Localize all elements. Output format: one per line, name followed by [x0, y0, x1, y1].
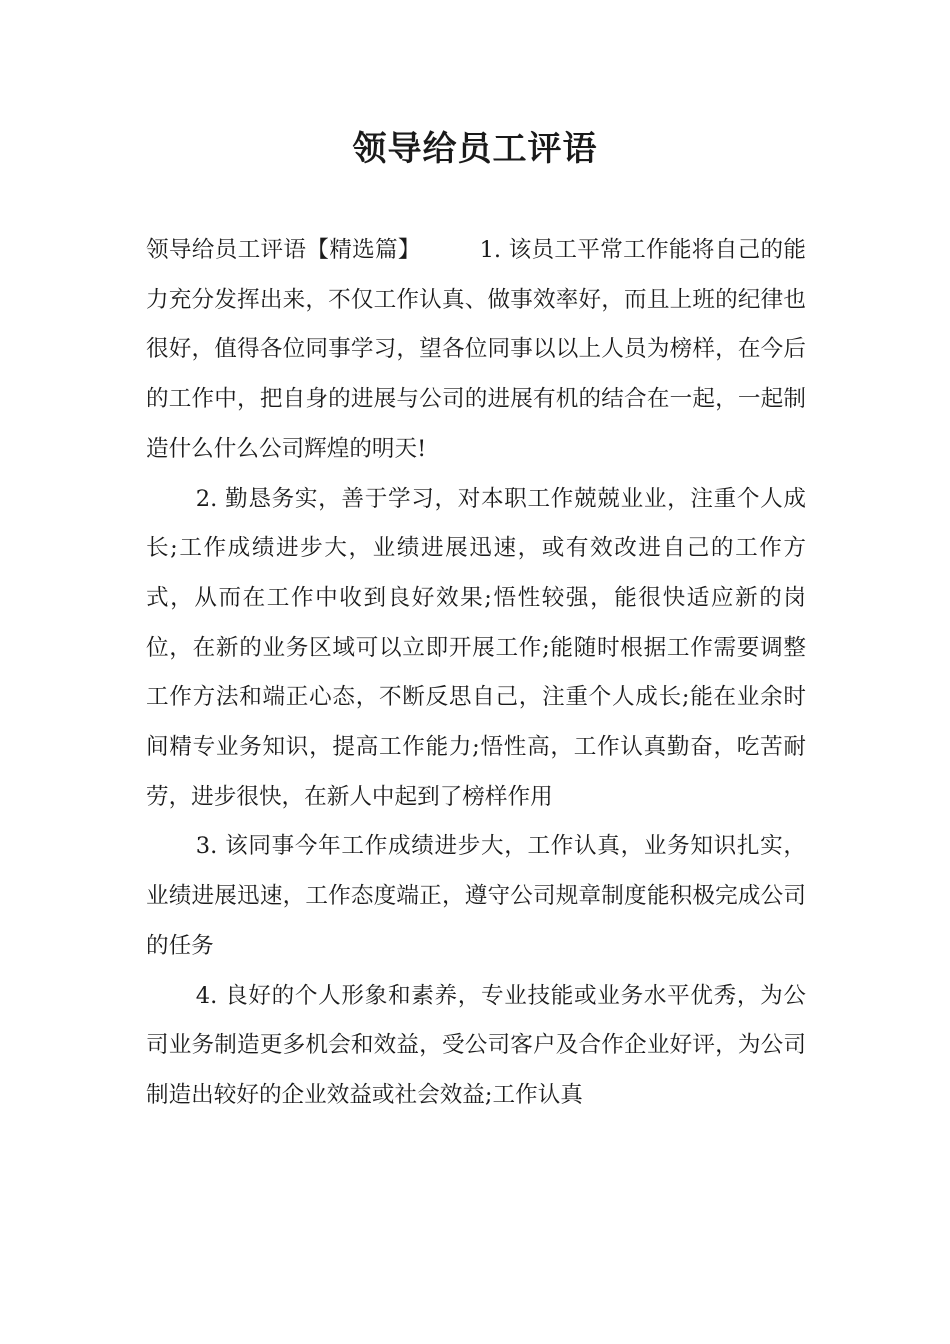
document-title: 领导给员工评语	[352, 129, 598, 169]
intro-heading: 领导给员工评语【精选篇】	[146, 237, 421, 263]
paragraph-3: 3. 该同事今年工作成绩进步大，工作认真，业务知识扎实，业绩进展迅速，工作态度端正，遵守公司规章制度能积极完成公司的任务	[146, 833, 806, 959]
paragraph-1-text: 1. 该员工平常工作能将自己的能力充分发挥出来，不仅工作认真、做事效率好，而且上班的纪律也很好，值得各位同事学习，望各位同事以以上人员为榜样，在今后的工作中，把自身的进展与公司的进展有机的结合在一起，一起制造什么什么公司辉煌的明天!	[146, 237, 807, 462]
paragraph-1	[146, 226, 806, 475]
paragraph-2: 2. 勤恳务实，善于学习，对本职工作兢兢业业，注重个人成长;工作成绩进步大，业绩进展迅速，或有效改进自己的工作方式，从而在工作中收到良好效果;悟性较强，能很快适应新的岗位，在新的业务区域可以立即开展工作;能随时根据工作需要调整工作方法和端正心态，不断反思自己，注重个人成长;能在业余时间精专业务知识，提高工作能力;悟性高，工作认真勤奋，吃苦耐劳，进步很快，在新人中起到了榜样作用	[146, 485, 806, 810]
document-body	[146, 226, 806, 1121]
paragraph-4: 4. 良好的个人形象和素养，专业技能或业务水平优秀，为公司业务制造更多机会和效益，受公司客户及合作企业好评，为公司制造出较好的企业效益或社会效益;工作认真	[146, 982, 806, 1108]
